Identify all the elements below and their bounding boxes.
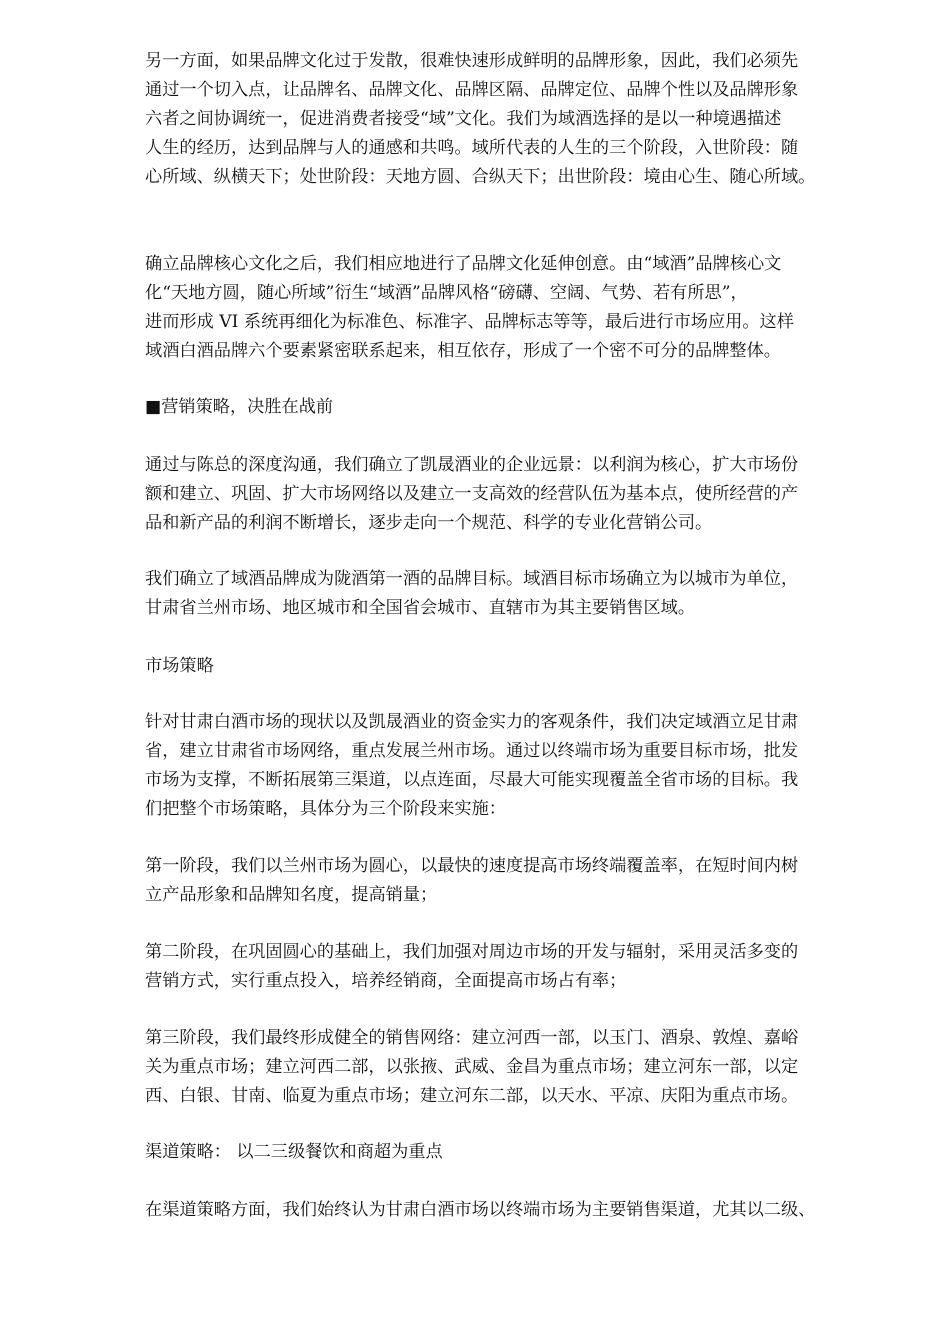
paragraph-brand-culture: 另一方面，如果品牌文化过于发散，很难快速形成鲜明的品牌形象，因此，我们必须先 通过一个切入点，让品牌名、品牌文化、品牌区隔、品牌定位、品牌个性以及品牌形象 六者之间协调统一，促进消费者接受“域”文化。我们为域酒选择的是以一种境遇描述 人生的经历，达到品牌与人的通感和共鸣。域所代表的人生的三个阶段，入世阶段：随 心所域、纵横天下；处世阶段：天地方圆、合纵天下；出世阶段：境由心生、随心所域。 [145,51,816,187]
paragraph-brand-extension: 确立品牌核心文化之后，我们相应地进行了品牌文化延伸创意。由“域酒”品牌核心文 化“天地方圆，随心所域”衍生“域酒”品牌风格“磅礴、空阔、气势、若有所思”， 进而形成 VI 系统再细化为标准色、标准字、品牌标志等等，最后进行市场应用。这样 域酒白酒品牌六个要素紧密联系起来，相互依存，形成了一个密不可分的品牌整体。 [145,254,794,361]
paragraph-phase-one: 第一阶段，我们以兰州市场为圆心，以最快的速度提高市场终端覆盖率，在短时间内树 立产品形象和品牌知名度，提高销量； [145,856,799,905]
section-heading-marketing-strategy: ■营销策略，决胜在战前 [145,397,334,417]
paragraph-phase-two: 第二阶段，在巩固圆心的基础上，我们加强对周边市场的开发与辐射，采用灵活多变的 营销方式，实行重点投入，培养经销商，全面提高市场占有率； [145,942,799,991]
paragraph-phase-three: 第三阶段，我们最终形成健全的销售网络：建立河西一部，以玉门、酒泉、敦煌、嘉峪 关为重点市场；建立河西二部，以张掖、武威、金昌为重点市场；建立河东一部，以定 西、白银、甘南、临夏为重点市场；建立河东二部，以天水、平凉、庆阳为重点市场。 [145,1028,799,1106]
subheading-market-strategy: 市场策略 [145,656,214,676]
subheading-channel-strategy: 渠道策略： 以二三级餐饮和商超为重点 [145,1142,443,1162]
paragraph-channel-strategy: 在渠道策略方面，我们始终认为甘肃白酒市场以终端市场为主要销售渠道，尤其以二级、 [145,1200,816,1220]
paragraph-enterprise-vision: 通过与陈总的深度沟通，我们确立了凯晟酒业的企业远景：以利润为核心，扩大市场份 额和建立、巩固、扩大市场网络以及建立一支高效的经营队伍为基本点，使所经营的产 品和新产品的利润不断增长，逐步走向一个规范、科学的专业化营销公司。 [145,455,799,533]
paragraph-market-strategy: 针对甘肃白酒市场的现状以及凯晟酒业的资金实力的客观条件，我们决定域酒立足甘肃 省，建立甘肃省市场网络，重点发展兰州市场。通过以终端市场为重要目标市场，批发 市场为支撑，不断拓展第三渠道，以点连面，尽最大可能实现覆盖全省市场的目标。我 们把整个市场策略，具体分为三个阶段来实施： [145,712,799,819]
paragraph-brand-goal: 我们确立了域酒品牌成为陇酒第一酒的品牌目标。域酒目标市场确立为以城市为单位， 甘肃省兰州市场、地区城市和全国省会城市、直辖市为其主要销售区域。 [145,569,799,618]
